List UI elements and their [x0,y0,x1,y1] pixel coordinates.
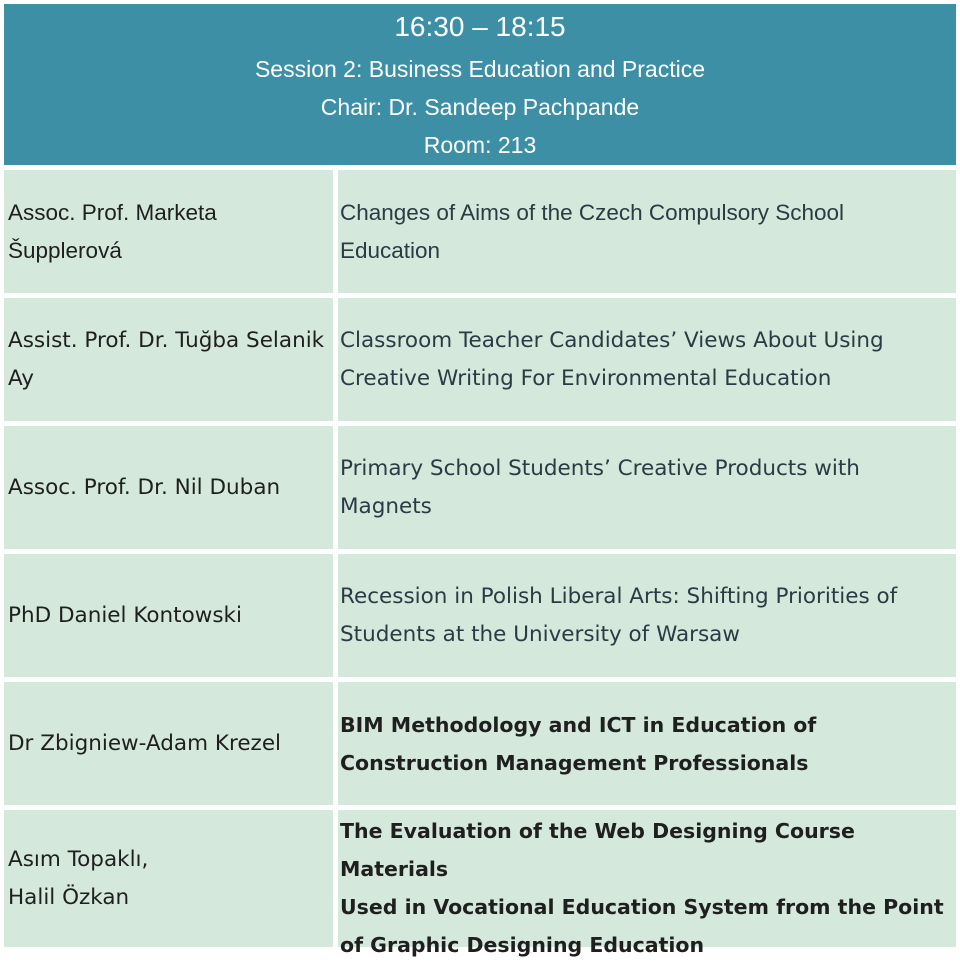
table-row [4,426,956,549]
presenter-name-line: Ay [8,365,34,391]
session-title: Session 2: Business Education and Practice [254,56,706,82]
paper-title-cell [338,810,956,957]
presenter-name-line: Šupplerová [8,237,122,263]
table-row [4,682,956,805]
presenter-cell [4,298,333,421]
presenter-cell [4,426,333,549]
presenter-cell [4,170,333,293]
table-row [4,554,956,677]
table-row [4,810,956,957]
paper-title-line: The Evaluation of the Web Designing Course Materials [340,819,855,881]
table-row [4,298,956,421]
paper-title-cell [338,426,956,549]
session-time: 16:30 – 18:15 [394,11,566,42]
presenter-name-line: Assist. Prof. Dr. Tuğba Selanik [8,327,325,353]
paper-title-line: Construction Management Professionals [340,750,809,775]
paper-title-cell [338,554,956,677]
presenter-name-line: Dr Zbigniew-Adam Krezel [8,730,282,756]
presenter-name-line: Assoc. Prof. Marketa [8,199,217,225]
session-room: Room: 213 [423,132,537,158]
paper-title-line: Students at the University of Warsaw [340,621,740,647]
session-chair: Chair: Dr. Sandeep Pachpande [320,94,640,120]
paper-title-line: Changes of Aims of the Czech Compulsory School [340,199,844,225]
presenter-cell [4,682,333,805]
presenter-name-line: Asım Topaklı, [8,846,149,872]
paper-title-line: Magnets [340,493,432,519]
session-schedule-table [4,4,956,957]
paper-title-line: Recession in Polish Liberal Arts: Shifting Priorities of [340,583,898,609]
paper-title-cell [338,170,956,293]
paper-title-line: Primary School Students’ Creative Products with [340,455,860,481]
presenter-cell [4,554,333,677]
paper-title-line: BIM Methodology and ICT in Education of [340,712,817,737]
paper-title-line: of Graphic Designing Education [340,933,705,957]
paper-title-line: Classroom Teacher Candidates’ Views About Using [340,327,884,353]
session-header [4,4,956,165]
presenter-name-line: Assoc. Prof. Dr. Nil Duban [8,474,281,500]
paper-title-cell [338,682,956,805]
paper-title-line: Education [340,237,441,263]
paper-title-line: Creative Writing For Environmental Education [340,365,832,391]
presenter-cell [4,810,333,947]
presenter-name-line: PhD Daniel Kontowski [8,602,242,628]
table-row [4,170,956,293]
paper-title-line: Used in Vocational Education System from the Point [340,895,944,919]
paper-title-cell [338,298,956,421]
presenter-name-line: Halil Özkan [8,884,130,910]
